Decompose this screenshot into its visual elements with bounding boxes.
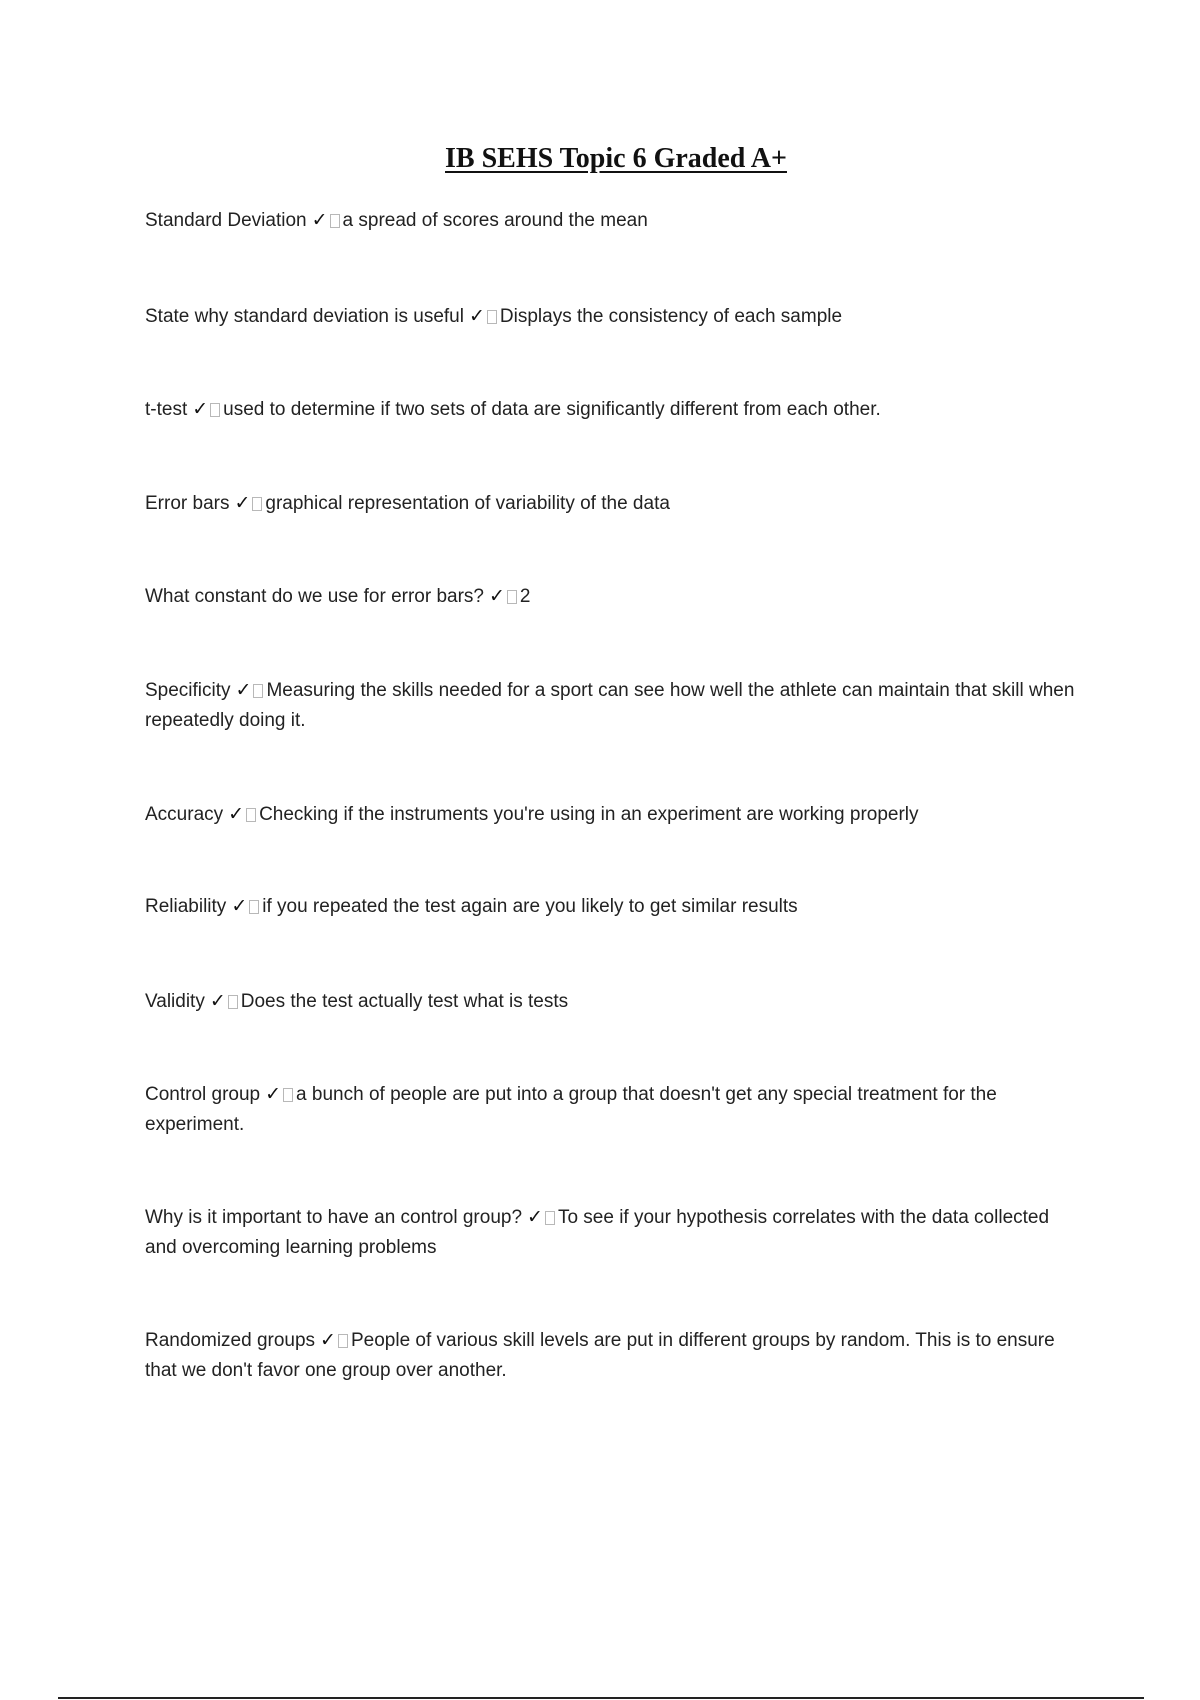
- qa-answer: Measuring the skills needed for a sport can see how well the athlete can maintain that skill when repeatedly doing it.: [145, 680, 1075, 731]
- qa-answer: People of various skill levels are put in different groups by random. This is to ensure that we don't favor one group over another.: [145, 1330, 1055, 1381]
- check-icon: ✓: [231, 896, 248, 917]
- qa-item-control-group-importance: [145, 1203, 1080, 1263]
- box-glyph-icon: [507, 590, 517, 604]
- check-icon: ✓: [228, 804, 245, 825]
- qa-answer: Checking if the instruments you're using in an experiment are working properly: [259, 804, 919, 825]
- qa-item-accuracy: [145, 800, 1080, 830]
- qa-answer: used to determine if two sets of data are significantly different from each other.: [223, 399, 881, 420]
- qa-term: Accuracy: [145, 804, 224, 825]
- qa-term: Specificity: [145, 680, 231, 701]
- qa-term: Reliability: [145, 896, 227, 917]
- box-glyph-icon: [228, 995, 238, 1009]
- qa-term: Standard Deviation: [145, 210, 307, 231]
- qa-answer: if you repeated the test again are you likely to get similar results: [262, 896, 798, 917]
- qa-item-specificity: [145, 676, 1080, 736]
- qa-term: Randomized groups: [145, 1330, 316, 1351]
- qa-answer: a bunch of people are put into a group that doesn't get any special treatment for the experiment.: [145, 1084, 997, 1135]
- qa-item-t-test: [145, 395, 1080, 425]
- box-glyph-icon: [487, 310, 497, 324]
- check-icon: ✓: [192, 399, 209, 420]
- qa-answer: a spread of scores around the mean: [342, 210, 648, 231]
- check-icon: ✓: [235, 680, 252, 701]
- qa-answer: 2: [519, 586, 531, 607]
- check-icon: ✓: [209, 991, 226, 1012]
- check-icon: ✓: [234, 493, 251, 514]
- qa-answer: To see if your hypothesis correlates with the data collected and overcoming learning problems: [145, 1207, 1050, 1258]
- qa-item-sd-useful: [145, 302, 1080, 332]
- qa-term: Validity: [145, 991, 205, 1012]
- qa-item-validity: [145, 987, 1080, 1017]
- box-glyph-icon: [246, 808, 256, 822]
- qa-item-reliability: [145, 892, 1080, 922]
- check-icon: ✓: [311, 210, 328, 231]
- box-glyph-icon: [253, 684, 263, 698]
- footer-divider: [58, 1697, 1144, 1699]
- qa-answer: graphical representation of variability of the data: [265, 493, 670, 514]
- box-glyph-icon: [338, 1334, 348, 1348]
- qa-item-control-group: [145, 1080, 1080, 1140]
- qa-term: Why is it important to have an control group?: [145, 1207, 523, 1228]
- box-glyph-icon: [545, 1211, 555, 1225]
- page-title: IB SEHS Topic 6 Graded A+: [445, 143, 787, 174]
- box-glyph-icon: [283, 1088, 293, 1102]
- qa-item-randomized-groups: [145, 1326, 1080, 1386]
- qa-answer: Displays the consistency of each sample: [499, 306, 843, 327]
- box-glyph-icon: [210, 403, 220, 417]
- qa-term: State why standard deviation is useful: [145, 306, 464, 327]
- check-icon: ✓: [265, 1084, 282, 1105]
- box-glyph-icon: [249, 900, 259, 914]
- qa-item-error-bars: [145, 489, 1080, 519]
- qa-answer: Does the test actually test what is tests: [240, 991, 569, 1012]
- qa-item-standard-deviation: [145, 206, 1080, 236]
- box-glyph-icon: [252, 497, 262, 511]
- qa-term: Control group: [145, 1084, 261, 1105]
- qa-term: Error bars: [145, 493, 230, 514]
- check-icon: ✓: [320, 1330, 336, 1351]
- check-icon: ✓: [468, 306, 485, 327]
- qa-term: t-test: [145, 399, 188, 420]
- box-glyph-icon: [330, 214, 340, 228]
- check-icon: ✓: [489, 586, 505, 607]
- check-icon: ✓: [527, 1207, 543, 1228]
- qa-item-error-bar-constant: [145, 582, 1080, 612]
- qa-term: What constant do we use for error bars?: [145, 586, 484, 607]
